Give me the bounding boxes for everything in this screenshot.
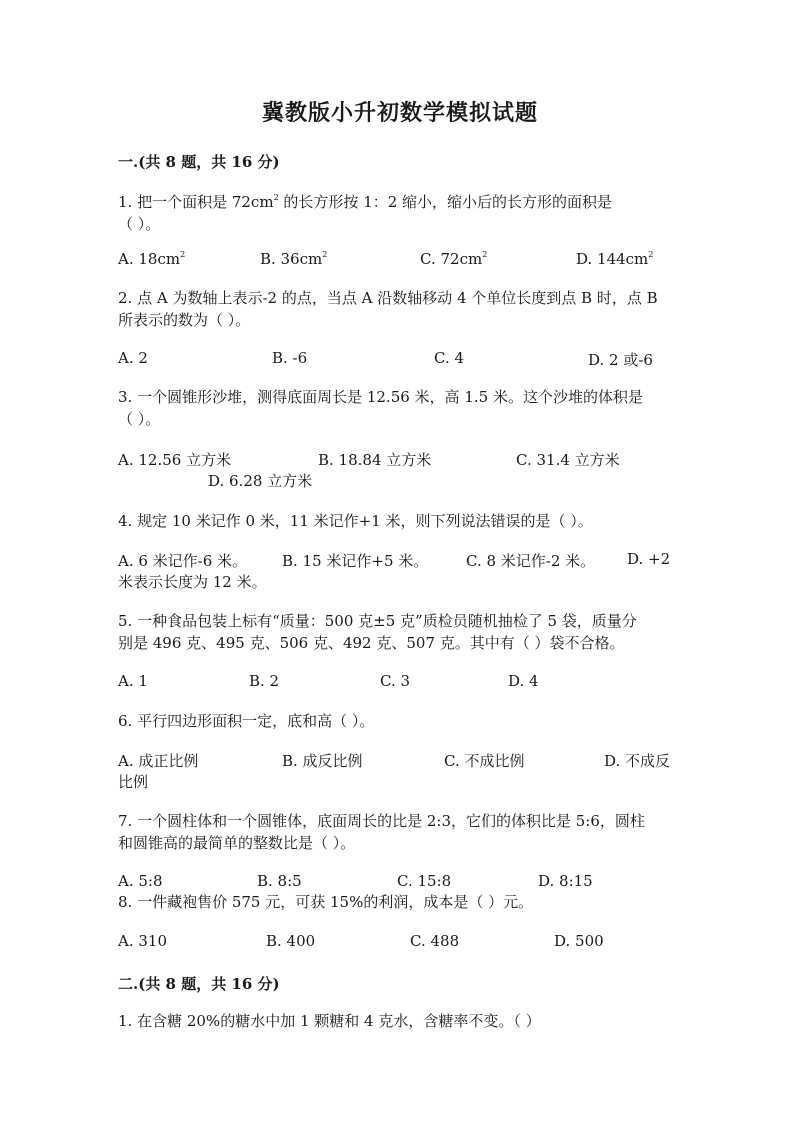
option-b: B. 400: [266, 932, 316, 950]
page-title: 冀教版小升初数学模拟试题: [261, 100, 538, 126]
option-c: C. 8 米记作-2 米。: [466, 552, 596, 570]
option-d: D. 4: [508, 672, 539, 690]
option-b: B. 15 米记作+5 米。: [282, 552, 429, 570]
option-c: C. 31.4 立方米: [516, 451, 620, 469]
question-judge-1: 1. 在含糖 20%的糖水中加 1 颗糖和 4 克水，含糖率不变。（ ）: [118, 1012, 541, 1030]
option-d: D. +2: [627, 550, 671, 568]
question-3: 3. 一个圆锥形沙堆，测得底面周长是 12.56 米，高 1.5 米。这个沙堆的体积是 （ ）。: [118, 388, 643, 428]
option-a: A. 6 米记作-6 米。: [118, 552, 248, 570]
question-4: 4. 规定 10 米记作 0 米，11 米记作+1 米，则下列说法错误的是（ ）。: [118, 512, 593, 530]
option-b: B. 成反比例: [282, 752, 363, 770]
option-b: B. 2: [249, 672, 280, 690]
option-c: C. 488: [410, 932, 460, 950]
option-a: A. 310: [118, 932, 167, 950]
option-a: A. 1: [118, 672, 148, 690]
option-d-continued: 米表示长度为 12 米。: [118, 573, 267, 591]
option-b: B. 8:5: [257, 872, 302, 890]
option-a: A. 12.56 立方米: [118, 451, 232, 469]
option-a: A. $18cm^2$: [118, 250, 186, 268]
option-c: C. 3: [380, 672, 411, 690]
option-c: C. 15:8: [397, 872, 452, 890]
option-d-continued: 比例: [118, 773, 149, 791]
option-c: C. 不成比例: [444, 752, 525, 770]
question-2: 2. 点 A 为数轴上表示-2 的点，当点 A 沿数轴移动 4 个单位长度到点 B 时，点 B 所表示的数为（ ）。: [118, 289, 658, 329]
option-d: D. 不成反: [604, 752, 671, 770]
option-a: A. 2: [118, 349, 148, 367]
option-c: C. 4: [434, 349, 465, 367]
question-1: 1. 把一个面积是 $72cm^2$ 的长方形按 1：2 缩小，缩小后的长方形的面积是 （ ）。: [118, 193, 613, 233]
section-heading: 一.(共 8 题，共 16 分): [118, 153, 280, 171]
option-a: A. 5:8: [118, 872, 163, 890]
option-d: D. 2 或-6: [588, 351, 653, 369]
section-heading: 二.(共 8 题，共 16 分): [118, 975, 280, 993]
question-8: 8. 一件藏袍售价 575 元，可获 15%的利润，成本是（ ）元。: [118, 893, 534, 911]
question-5: 5. 一种食品包装上标有“质量：500 克±5 克”质检员随机抽检了 5 袋，质量分 别是 496 克、495 克、506 克、492 克、507 克。其中有（ ）袋不合格。: [118, 612, 637, 652]
question-7: 7. 一个圆柱体和一个圆锥体，底面周长的比是 2:3，它们的体积比是 5:6，圆柱 和圆锥高的最简单的整数比是（ ）。: [118, 812, 645, 852]
option-c: C. $72cm^2$: [420, 250, 488, 268]
question-6: 6. 平行四边形面积一定，底和高（ ）。: [118, 712, 375, 730]
option-d: D. 8:15: [538, 872, 593, 890]
option-d: D. 6.28 立方米: [208, 472, 313, 490]
option-b: B. 18.84 立方米: [318, 451, 432, 469]
option-d: D. 500: [554, 932, 604, 950]
option-d: D. $144cm^2$: [576, 250, 654, 268]
option-b: B. $36cm^2$: [260, 250, 328, 268]
option-b: B. -6: [272, 349, 308, 367]
option-a: A. 成正比例: [118, 752, 199, 770]
